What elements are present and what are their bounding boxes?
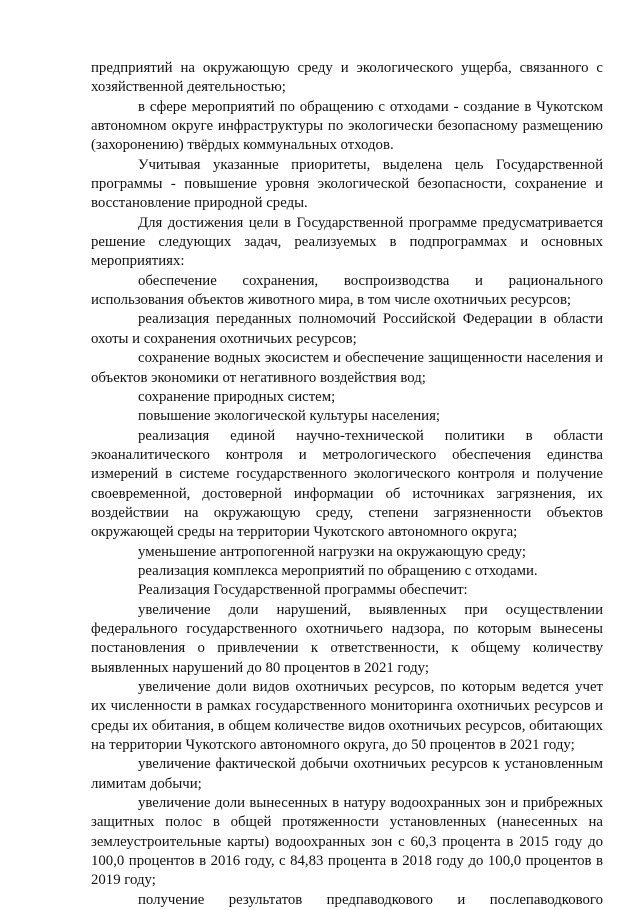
list-item-natural-systems: сохранение природных систем;: [138, 388, 336, 405]
paragraph-waste-priority: в сфере мероприятий по обращению с отходами - создание в Чукотском автономном округе инфраструктуры по экологически безопасному размещению (захоронению) твёрдых коммунальных отходов.: [91, 98, 603, 154]
paragraph-flood-results: получение результатов предпаводкового и послепаводкового: [138, 891, 603, 908]
list-item-species-monitoring: увеличение доли видов охотничьих ресурсов, по которым ведется учет их численности в рамках государственного мониторинга охотничьих ресурсов и среды их обитания, в общем количестве видов охотничьих ресурсов, обитающих на территории Чукотского автономного округа, до 50 процентов в 2021 году;: [91, 679, 603, 754]
list-item-violations-share: увеличение доли нарушений, выявленных при осуществлении федерального государственного охотничьего надзора, по которым вынесены постановления о привлечении к ответственности, к общему количеству выявленных нарушений до 80 процентов в 2021 году;: [91, 601, 603, 676]
list-item-water-ecosystems: сохранение водных экосистем и обеспечение защищенности населения и объектов экономики от негативного воздействия вод;: [91, 350, 603, 386]
list-item-water-protection-zones: увеличение доли вынесенных в натуру водоохранных зон и прибрежных защитных полос в общей протяженности установленных (нанесенных на землеустроительные карты) водоохранных зон с 60,3 процента в 2015 году до 100,0 процентов в 2016 году, с 84,83 процента в 2018 году до 100,0 процентов в 2019 году;: [91, 795, 603, 889]
paragraph-program-goal: Учитывая указанные приоритеты, выделена цель Государственной программы - повышение уровня экологической безопасности, сохранение и восстановление природной среды.: [91, 156, 603, 212]
paragraph-tasks-intro: Для достижения цели в Государственной программе предусматривается решение следующих задач, реализуемых в подпрограммах и основных мероприятиях:: [91, 214, 603, 270]
list-item-waste-measures: реализация комплекса мероприятий по обращению с отходами.: [138, 562, 538, 579]
paragraph-continuation: предприятий на окружающую среду и экологического ущерба, связанного с хозяйственной деятельностью;: [91, 60, 603, 96]
list-item-hunting-powers: реализация переданных полномочий Российской Федерации в области охоты и сохранения охотничьих ресурсов;: [91, 311, 603, 347]
list-item-wildlife: обеспечение сохранения, воспроизводства и рационального использования объектов животного мира, в том числе охотничьих ресурсов;: [91, 272, 603, 309]
list-item-hunting-harvest: увеличение фактической добычи охотничьих ресурсов к установленным лимитам добычи;: [91, 756, 603, 792]
paragraph-results-intro: Реализация Государственной программы обеспечит:: [138, 582, 468, 599]
list-item-anthropogenic-load: уменьшение антропогенной нагрузки на окружающую среду;: [138, 543, 526, 560]
list-item-ecological-culture: повышение экологической культуры населения;: [138, 408, 440, 425]
document-page: [91, 59, 603, 910]
list-item-scientific-policy: реализация единой научно-технической политики в области экоаналитического контроля и метрологического обеспечения единства измерений в системе государственного экологического контроля и получение своевременной, достоверной информации об источниках загрязнения, их воздействии на окружающую среду, степени загрязненности объектов окружающей среды на территории Чукотского автономного округа;: [91, 427, 603, 541]
